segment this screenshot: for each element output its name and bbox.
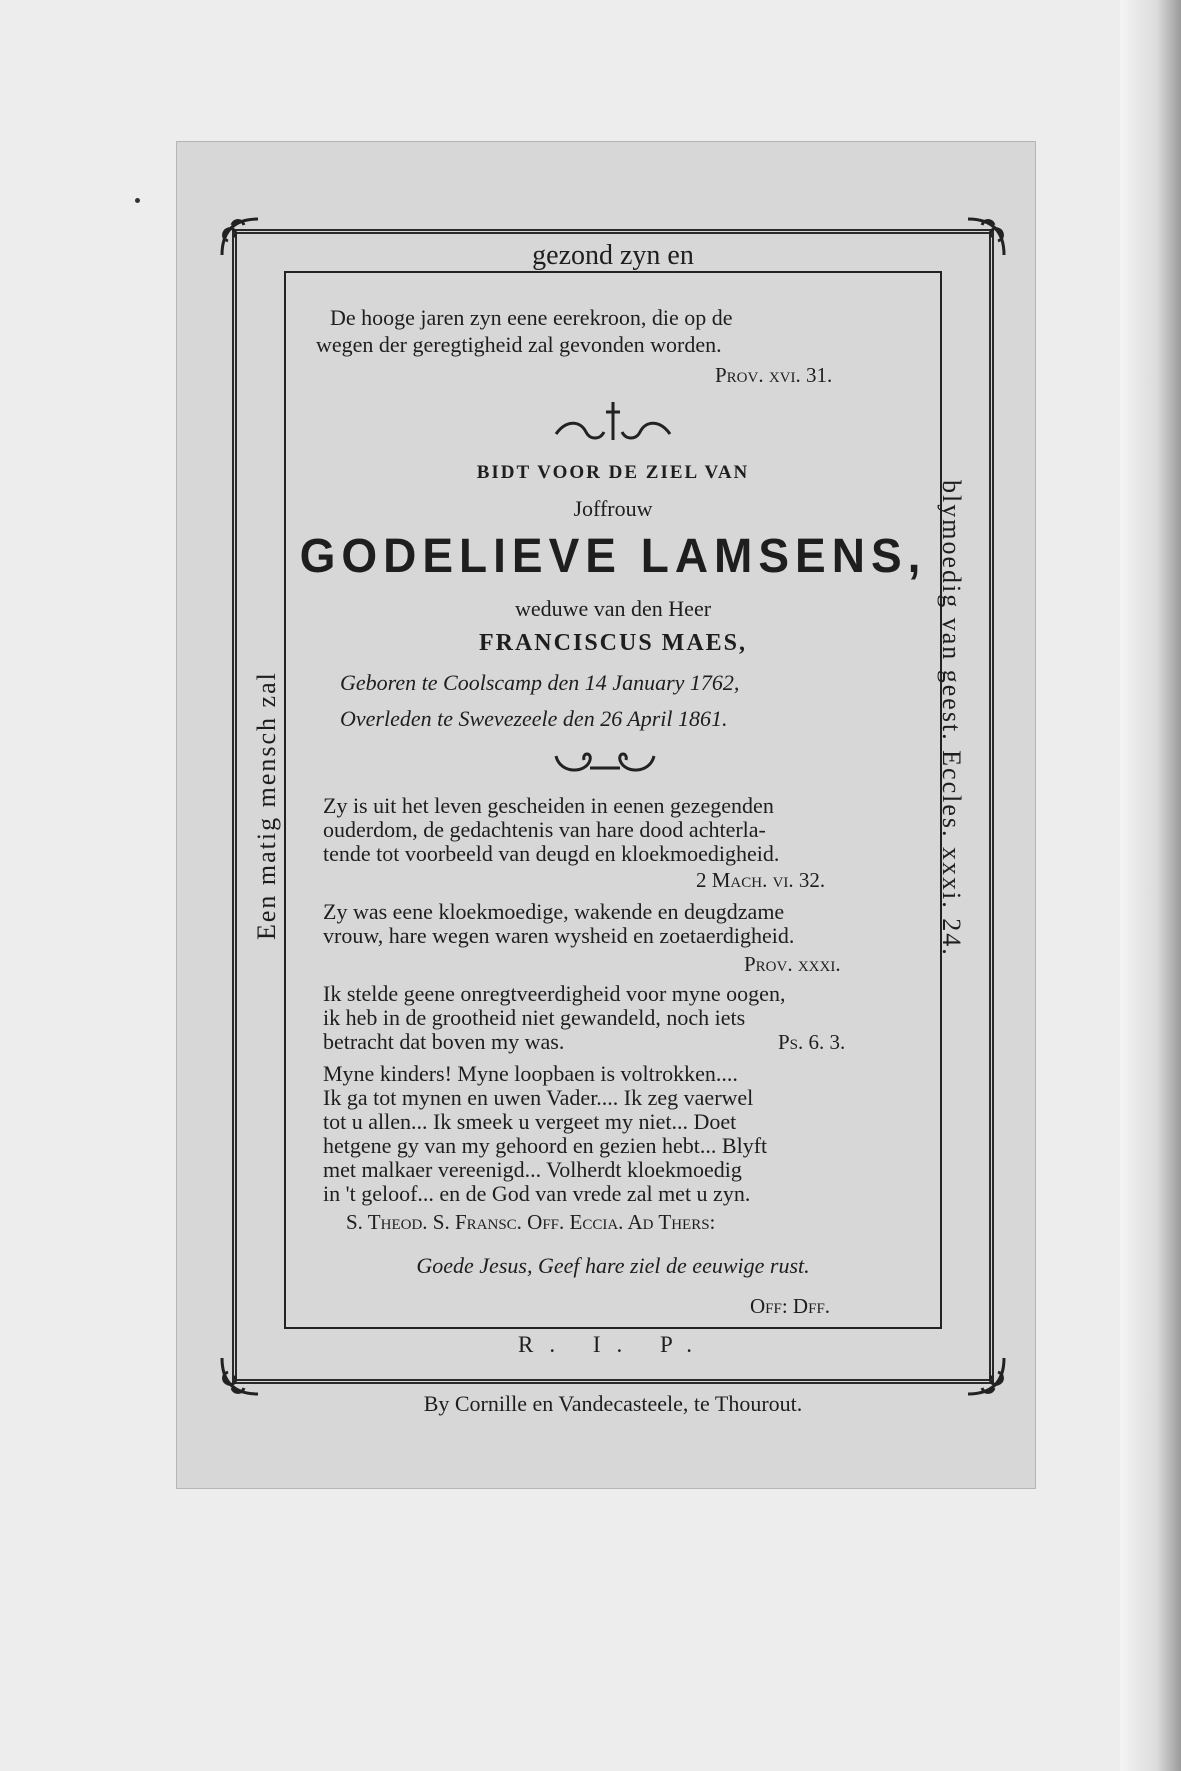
corner-ornament-icon [214,1350,266,1402]
heading: BIDT VOOR DE ZIEL VAN [476,462,750,483]
epigraph-line: wegen der geregtigheid zal gevonden worden. [316,332,722,357]
epigraph-reference: Prov. xvi. 31. [715,363,833,387]
top-text: gezond zyn en [532,240,694,271]
passage-text: Zy was eene kloekmoedige, wakende en deugdzame vrouw, hare wegen waren wysheid en zoetaerdigheid. [323,899,795,948]
scan-edge [1120,0,1181,1771]
passage-text: Zy is uit het leven gescheiden in eenen gezegenden ouderdom, de gedachtenis van hare dood achterla- tende tot voorbeeld van deugd en kloekmoedigheid. [323,793,780,866]
prayer: Goede Jesus, Geef hare ziel de eeuwige rust. [416,1253,810,1278]
relation: weduwe van den Heer [514,596,712,621]
prayer-reference: Off: Dff. [750,1294,831,1318]
passage-reference: 2 Mach. vi. 32. [696,868,826,892]
passage-text: Ik stelde geene onregtveerdigheid voor myne oogen, ik heb in de grootheid niet gewandeld, noch iets betracht dat boven my was. [323,981,786,1054]
printer-line: By Cornille en Vandecasteele, te Thourout. [423,1391,803,1416]
cross-ornament-icon [548,398,678,444]
passage-reference: Ps. 6. 3. [778,1030,846,1054]
corner-ornament-icon [214,211,266,263]
passage-reference: Prov. xxxi. [744,952,841,976]
left-margin-text: Een matig mensch zal [252,671,281,940]
scan-speck [135,198,140,203]
passage-text: Myne kinders! Myne loopbaen is voltrokken.... Ik ga tot mynen en uwen Vader.... Ik zeg vaerwel tot u allen... Ik smeek u vergeet my niet... Doet hetgene gy van my gehoord en gezien hebt... Blyft met malkaer vereenigd... Volherdt kloekmoedig in 't geloof... en de God van vrede zal met u zyn. [323,1061,768,1206]
corner-ornament-icon [960,211,1012,263]
husband-name: FRANCISCUS MAES, [478,630,748,656]
deceased-name: GODELIEVE LAMSENS, [299,527,927,583]
birth-line: Geboren te Coolscamp den 14 January 1762, [340,670,740,695]
swirl-ornament-icon [550,748,660,780]
passage-reference: S. Theod. S. Fransc. Off. Eccia. Ad Thers: [346,1210,716,1234]
corner-ornament-icon [960,1350,1012,1402]
epigraph-line: De hooge jaren zyn eene eerekroon, die op de [330,305,733,330]
title: Joffrouw [573,496,653,521]
right-margin-text: blymoedig van geest. Eccles. xxxi. 24. [937,480,966,957]
rip: R. I. P. [518,1332,708,1357]
death-line: Overleden te Swevezeele den 26 April 1861. [340,706,728,731]
